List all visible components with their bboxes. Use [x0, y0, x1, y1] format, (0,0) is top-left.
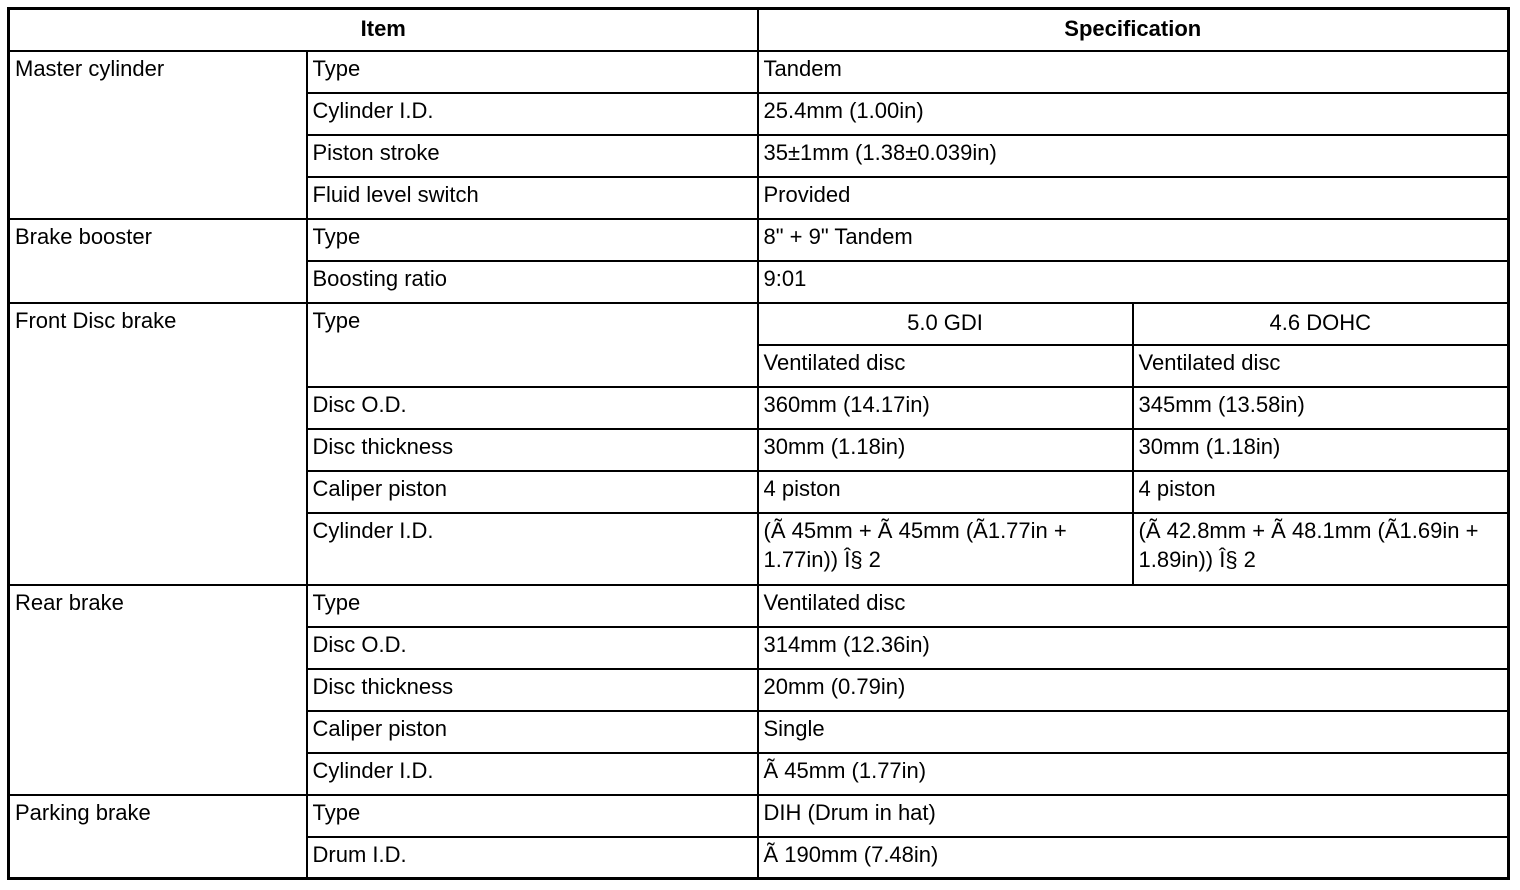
row-spec: 35±1mm (1.38±0.039in): [758, 135, 1509, 177]
table-row: [9, 51, 1509, 93]
row-spec: Single: [758, 711, 1509, 753]
engine-4-6-dohc: 4.6 DOHC: [1133, 303, 1509, 345]
row-item: Type: [307, 585, 758, 627]
row-item: Caliper piston: [307, 471, 758, 513]
row-spec: Provided: [758, 177, 1509, 219]
row-spec-gdi: (Ã 45mm + Ã 45mm (Ã1.77in + 1.77in)) Î§ 2: [758, 513, 1133, 585]
table-row: [9, 585, 1509, 627]
row-item: Disc O.D.: [307, 627, 758, 669]
row-spec: Ã 190mm (7.48in): [758, 837, 1509, 879]
row-item: Type: [307, 219, 758, 261]
row-item: Boosting ratio: [307, 261, 758, 303]
row-item: Type: [307, 51, 758, 93]
row-spec-gdi: 30mm (1.18in): [758, 429, 1133, 471]
header-specification: Specification: [758, 9, 1509, 51]
row-spec: 25.4mm (1.00in): [758, 93, 1509, 135]
row-item: Disc thickness: [307, 429, 758, 471]
row-spec: 8" + 9" Tandem: [758, 219, 1509, 261]
row-item: Drum I.D.: [307, 837, 758, 879]
row-spec-gdi: Ventilated disc: [758, 345, 1133, 387]
row-spec: 9:01: [758, 261, 1509, 303]
row-item: Caliper piston: [307, 711, 758, 753]
row-spec-dohc: (Ã 42.8mm + Ã 48.1mm (Ã1.69in + 1.89in)) Î§ 2: [1133, 513, 1509, 585]
table-row: [9, 795, 1509, 837]
row-spec: Ã 45mm (1.77in): [758, 753, 1509, 795]
row-item: Type: [307, 795, 758, 837]
brake-specification-table: [7, 7, 1510, 880]
group-front-disc-brake: Front Disc brake: [9, 303, 307, 585]
row-item: Cylinder I.D.: [307, 513, 758, 585]
table-header-row: [9, 9, 1509, 51]
row-item: Disc thickness: [307, 669, 758, 711]
header-item: Item: [9, 9, 758, 51]
row-spec-dohc: 345mm (13.58in): [1133, 387, 1509, 429]
table-row: [9, 303, 1509, 345]
row-spec-dohc: 4 piston: [1133, 471, 1509, 513]
row-spec: Tandem: [758, 51, 1509, 93]
table-row: [9, 219, 1509, 261]
group-master-cylinder: Master cylinder: [9, 51, 307, 219]
group-rear-brake: Rear brake: [9, 585, 307, 795]
group-parking-brake: Parking brake: [9, 795, 307, 879]
row-item: Disc O.D.: [307, 387, 758, 429]
row-item: Type: [307, 303, 758, 387]
row-item: Piston stroke: [307, 135, 758, 177]
row-spec: 20mm (0.79in): [758, 669, 1509, 711]
row-spec: Ventilated disc: [758, 585, 1509, 627]
row-item: Fluid level switch: [307, 177, 758, 219]
engine-5-0-gdi: 5.0 GDI: [758, 303, 1133, 345]
row-item: Cylinder I.D.: [307, 753, 758, 795]
row-spec-gdi: 360mm (14.17in): [758, 387, 1133, 429]
row-spec-dohc: Ventilated disc: [1133, 345, 1509, 387]
row-spec-dohc: 30mm (1.18in): [1133, 429, 1509, 471]
row-spec: DIH (Drum in hat): [758, 795, 1509, 837]
group-brake-booster: Brake booster: [9, 219, 307, 303]
row-spec-gdi: 4 piston: [758, 471, 1133, 513]
row-item: Cylinder I.D.: [307, 93, 758, 135]
row-spec: 314mm (12.36in): [758, 627, 1509, 669]
